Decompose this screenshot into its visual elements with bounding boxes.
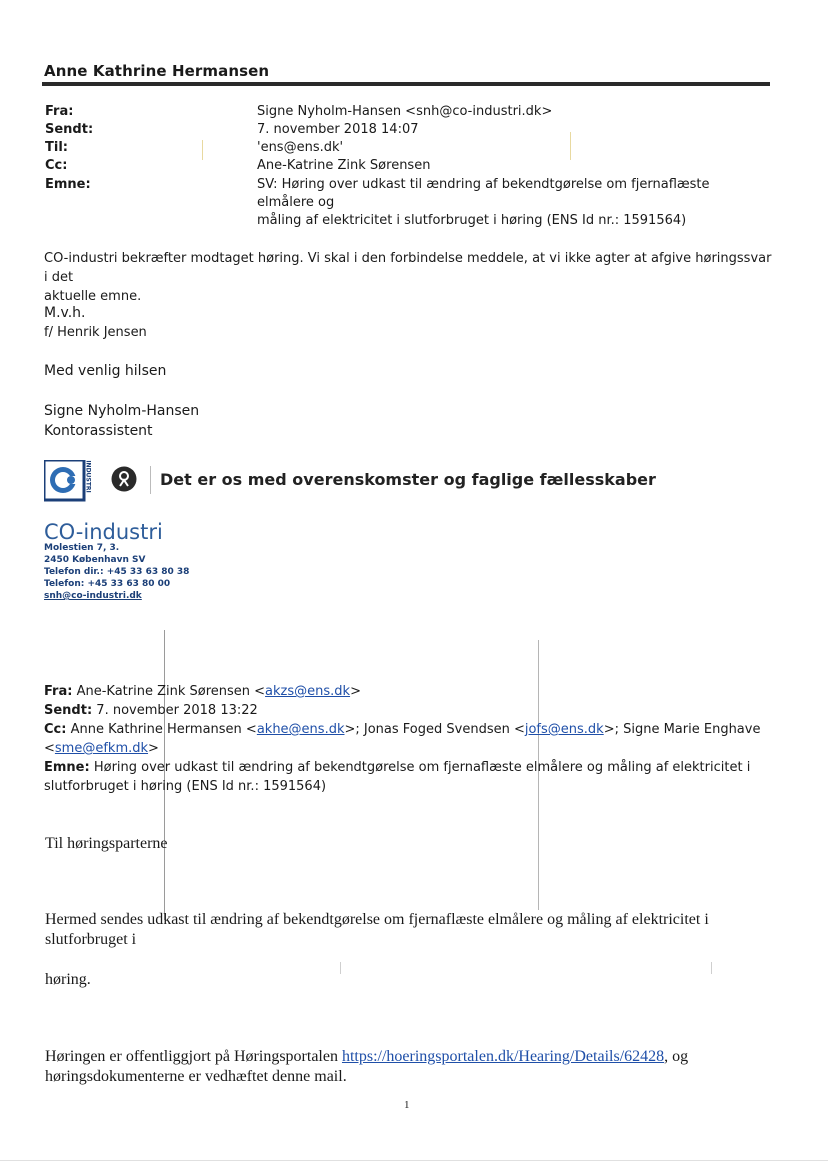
cc-label: Cc: — [45, 158, 68, 173]
scan-mark — [711, 962, 712, 974]
signature-title: Kontorassistent — [44, 423, 153, 439]
logo-vertical-text — [86, 459, 96, 501]
fwd-from-email-link[interactable]: akzs@ens.dk — [265, 684, 351, 699]
signature-email-link[interactable]: snh@co-industri.dk — [44, 591, 142, 601]
address-line-2: 2450 København SV — [44, 555, 146, 565]
scan-edge — [0, 1160, 828, 1161]
from-label: Fra: — [45, 104, 74, 119]
salutation: Til høringsparterne — [45, 835, 168, 852]
sender-heading: Anne Kathrine Hermansen — [44, 62, 270, 80]
signed-for: f/ Henrik Jensen — [44, 325, 147, 340]
letter-paragraph-3 — [45, 1047, 775, 1087]
subject-line-2: måling af elektricitet i slutforbruget i høring (ENS Id nr.: 1591564) — [257, 213, 687, 228]
fwd-from-name: Ane-Katrine Zink Sørensen < — [76, 684, 266, 699]
fwd-cc-label: Cc: — [44, 722, 67, 737]
fwd-from-end: > — [350, 684, 361, 699]
fwd-subject-line-2: slutforbruget i høring (ENS Id nr.: 1591564) — [44, 779, 327, 794]
fwd-sent — [44, 701, 774, 720]
fwd-cc-text: < — [44, 741, 55, 756]
scan-mark — [202, 140, 203, 160]
to-label: Til: — [45, 140, 68, 155]
hoeringsportal-link[interactable]: https://hoeringsportalen.dk/Hearing/Details/62428 — [341, 1048, 665, 1065]
fwd-subject-label: Emne: — [44, 760, 90, 775]
sent-value: 7. november 2018 14:07 — [257, 122, 419, 137]
fwd-cc-email-link[interactable]: jofs@ens.dk — [524, 722, 604, 737]
logo-text: INDUSTRI — [84, 460, 92, 493]
portal-text: , og — [664, 1048, 689, 1065]
fwd-cc-text: > — [148, 741, 159, 756]
fwd-cc-continued — [44, 739, 774, 758]
subject-line-1: SV: Høring over udkast til ændring af bekendtgørelse om fjernaflæste elmålere og — [257, 177, 710, 210]
body-line: CO-industri bekræfter modtaget høring. Vi skal i den forbindelse meddele, at vi ikke agter at afgive høringssvar i det — [44, 251, 772, 285]
fwd-cc-text: >; Signe Marie Enghave — [603, 722, 761, 737]
body-paragraph — [44, 249, 774, 306]
co-industri-logo — [44, 460, 86, 500]
closing-mvh: M.v.h. — [44, 305, 86, 321]
fwd-cc — [44, 720, 774, 739]
fwd-subject — [44, 758, 774, 777]
address-line-1: Molestien 7, 3. — [44, 543, 120, 553]
letter-paragraph-1 — [45, 910, 775, 950]
sent-label: Sendt: — [45, 122, 94, 137]
fwd-cc-text: >; Jonas Foged Svendsen < — [344, 722, 525, 737]
letter-line — [45, 1047, 775, 1067]
letter-line: høringsdokumenterne er vedhæftet denne mail. — [45, 1068, 347, 1085]
scan-mark — [340, 962, 341, 974]
to-value: 'ens@ens.dk' — [257, 140, 344, 155]
tagline: Det er os med overenskomster og faglige fællesskaber — [160, 470, 656, 489]
fwd-cc-email-link[interactable]: sme@efkm.dk — [54, 741, 149, 756]
letter-paragraph-2: høring. — [45, 971, 91, 988]
fwd-cc-text: Anne Kathrine Hermansen < — [70, 722, 257, 737]
fwd-cc-email-link[interactable]: akhe@ens.dk — [256, 722, 345, 737]
phone-main: Telefon: +45 33 63 80 00 — [44, 579, 171, 589]
signature-name: Signe Nyholm-Hansen — [44, 403, 200, 419]
person-icon — [111, 466, 137, 496]
fwd-from-label: Fra: — [44, 684, 73, 699]
scan-mark — [570, 132, 571, 160]
header-rule — [42, 82, 770, 86]
fwd-subject-line-1: Høring over udkast til ændring af bekendtgørelse om fjernaflæste elmålere og måling af elektricitet i — [93, 760, 751, 775]
cc-value: Ane-Katrine Zink Sørensen — [257, 158, 431, 173]
portal-text: Høringen er offentliggjort på Høringsportalen — [45, 1048, 342, 1065]
body-line: aktuelle emne. — [44, 289, 142, 304]
page-number: 1 — [404, 1099, 410, 1111]
letter-line: Hermed sendes udkast til ændring af bekendtgørelse om fjernaflæste elmålere og måling af elektricitet i — [45, 911, 709, 928]
letter-line: slutforbruget i — [45, 931, 137, 948]
fwd-sent-value: 7. november 2018 13:22 — [96, 703, 258, 718]
greeting: Med venlig hilsen — [44, 363, 167, 379]
from-value: Signe Nyholm-Hansen <snh@co-industri.dk> — [257, 104, 553, 119]
company-name: CO-industri — [44, 520, 163, 544]
subject-label: Emne: — [45, 177, 91, 192]
fwd-sent-label: Sendt: — [44, 703, 93, 718]
tagline-divider — [150, 466, 151, 494]
phone-direct: Telefon dir.: +45 33 63 80 38 — [44, 567, 190, 577]
subject-value — [257, 176, 767, 230]
fwd-from — [44, 682, 774, 701]
